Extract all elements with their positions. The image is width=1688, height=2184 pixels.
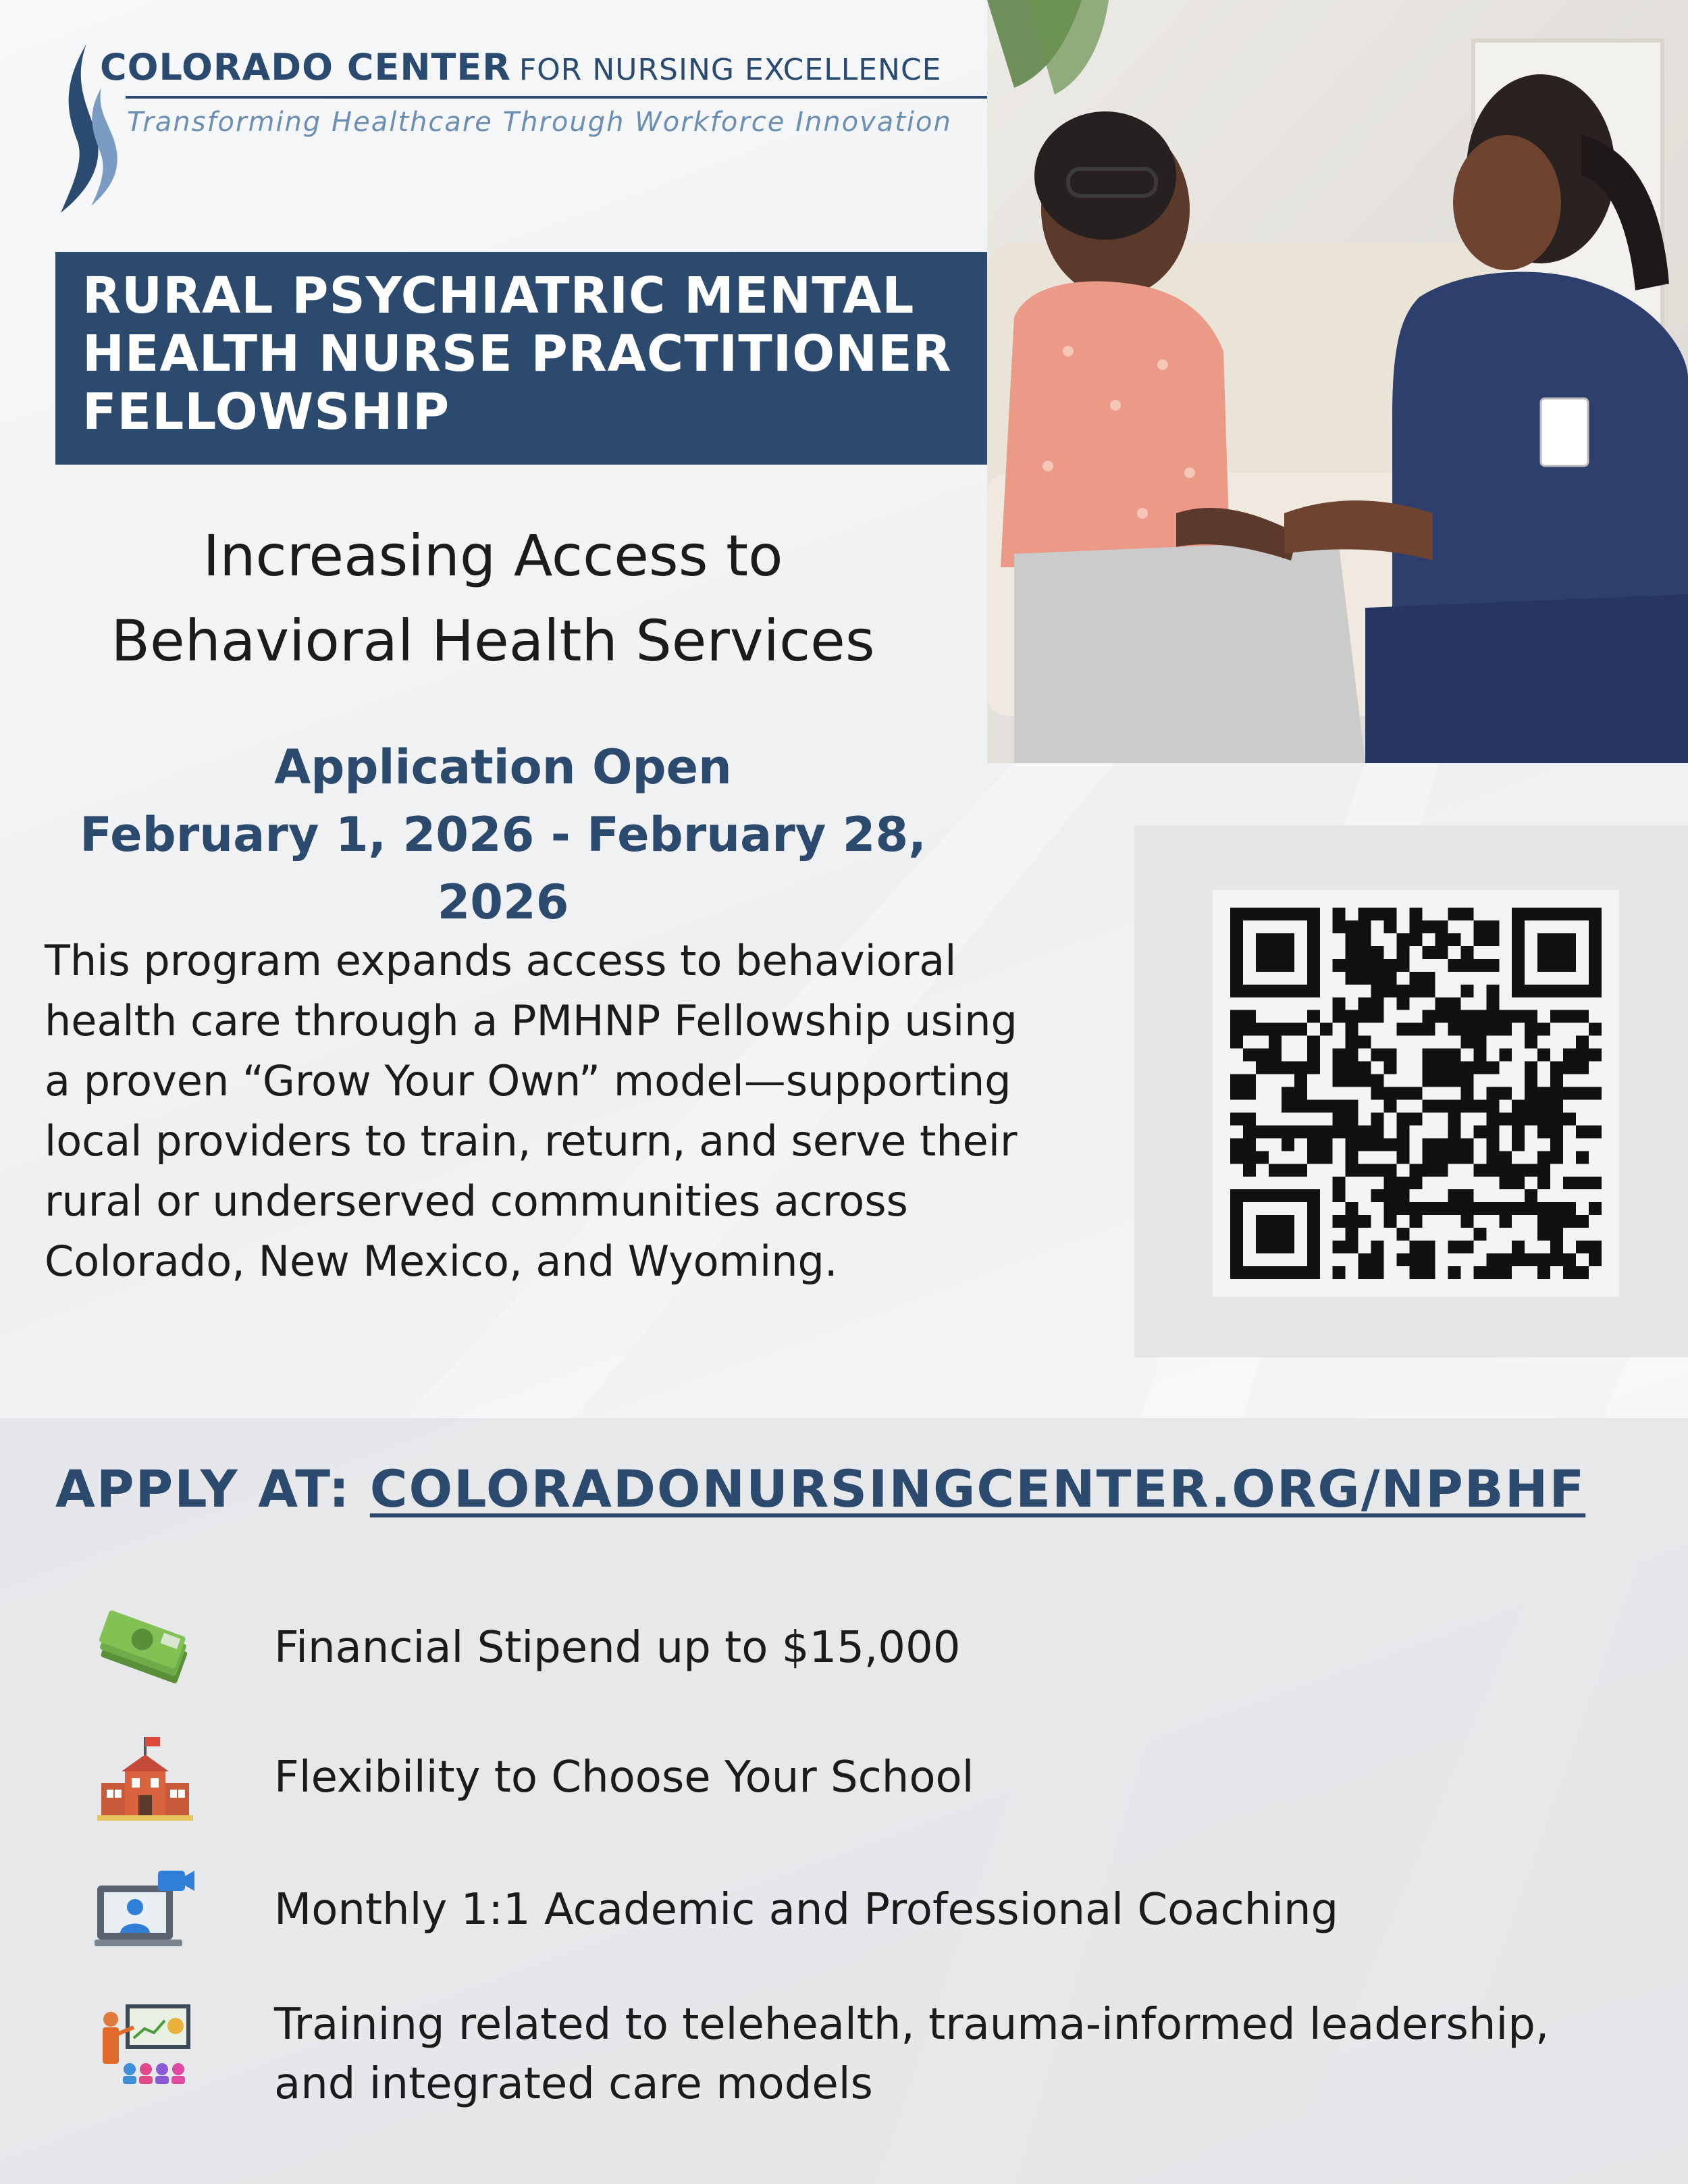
application-open-label: Application Open bbox=[274, 739, 732, 795]
video-coaching-icon bbox=[95, 1865, 196, 1953]
apply-label: APPLY AT: bbox=[55, 1459, 351, 1519]
benefit-text-training bbox=[274, 1995, 1549, 2114]
nurse-and-patient-illustration bbox=[987, 0, 1688, 763]
program-description: This program expands access to behavioral health care through a PMHNP Fellowship using a proven “Grow Your Own” model—supporting local providers to train, return, and serve their rural or underserved communities across Colorado, New Mexico, and Wyoming. bbox=[45, 936, 1018, 1286]
training-presentation-icon bbox=[95, 1999, 196, 2087]
organization-name-light: FOR NURSING EXCELLENCE bbox=[519, 53, 942, 87]
title-line-3: FELLOWSHIP bbox=[82, 383, 450, 441]
school-icon bbox=[95, 1734, 196, 1822]
hero-photo bbox=[987, 0, 1688, 763]
benefit-text-school: Flexibility to Choose Your School bbox=[274, 1752, 974, 1802]
organization-name-strong: COLORADO CENTER bbox=[100, 46, 511, 88]
organization-tagline: Transforming Healthcare Through Workforce Innovation bbox=[127, 107, 952, 138]
qr-code-card[interactable] bbox=[1213, 890, 1619, 1297]
title-line-1: RURAL PSYCHIATRIC MENTAL bbox=[82, 267, 915, 325]
title-line-2: HEALTH NURSE PRACTITIONER bbox=[82, 325, 952, 383]
program-subtitle bbox=[41, 513, 945, 683]
organization-logo bbox=[54, 41, 959, 223]
qr-code-icon[interactable] bbox=[1230, 908, 1602, 1279]
apply-url-link[interactable]: COLORADONURSINGCENTER.ORG/NPBHF bbox=[369, 1459, 1586, 1519]
benefit-text-stipend: Financial Stipend up to $15,000 bbox=[274, 1623, 961, 1673]
organization-name bbox=[100, 46, 941, 88]
benefit-text-coaching: Monthly 1:1 Academic and Professional Coaching bbox=[274, 1885, 1339, 1935]
subtitle-line-1: Increasing Access to bbox=[203, 523, 783, 589]
fellowship-title bbox=[82, 267, 980, 441]
apply-line bbox=[55, 1459, 1585, 1519]
benefit-text-training-line-1: Training related to telehealth, trauma-informed leadership, bbox=[274, 2000, 1550, 2050]
subtitle-line-2: Behavioral Health Services bbox=[111, 608, 875, 674]
qr-code-panel bbox=[1134, 825, 1688, 1357]
money-icon bbox=[95, 1607, 196, 1695]
application-dates: February 1, 2026 - February 28, 2026 bbox=[80, 807, 926, 930]
benefit-text-training-line-2: and integrated care models bbox=[274, 2059, 873, 2109]
logo-divider bbox=[126, 96, 1003, 99]
application-window bbox=[41, 733, 966, 936]
title-banner bbox=[55, 252, 987, 465]
